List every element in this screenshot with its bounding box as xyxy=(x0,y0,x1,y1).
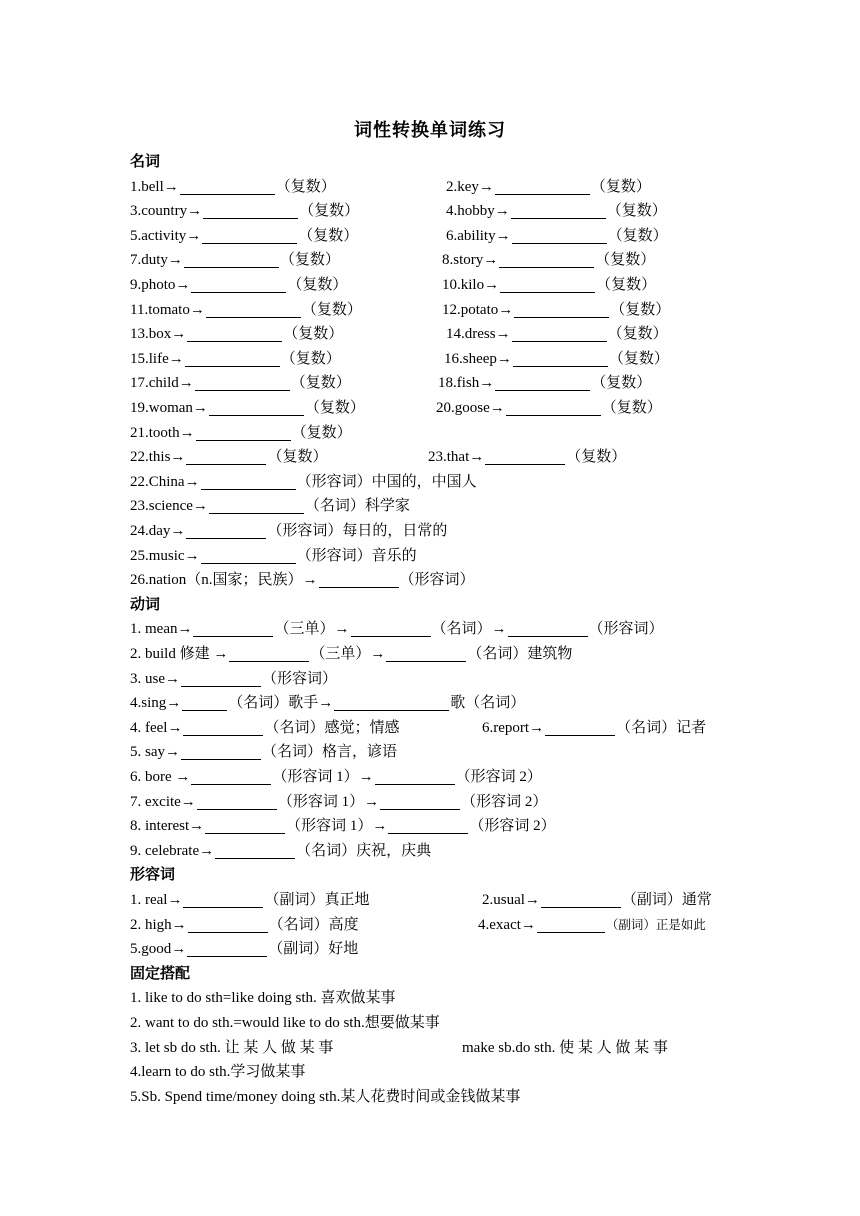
answer-blank xyxy=(537,917,605,933)
answer-blank xyxy=(181,671,261,687)
line-text: 21.tooth→ xyxy=(130,424,195,441)
answer-blank xyxy=(508,621,588,637)
line-text: 3. let sb do sth. 让 某 人 做 某 事 xyxy=(130,1039,334,1056)
answer-blank xyxy=(511,203,606,219)
answer-blank xyxy=(319,572,399,588)
answer-blank xyxy=(495,375,590,391)
line-text: （副词）真正地 xyxy=(264,892,370,908)
answer-blank xyxy=(181,744,261,760)
line-text: 5.Sb. Spend time/money doing sth.某人花费时间或金钱做某事 xyxy=(130,1088,521,1105)
line-text: 5.activity→ xyxy=(130,227,202,244)
answer-blank xyxy=(541,892,621,908)
line-text: 1.bell→ xyxy=(130,178,179,195)
line-text: （复数） xyxy=(275,178,336,195)
line-text: 1. real→ xyxy=(130,892,183,908)
answer-blank xyxy=(506,400,601,416)
answer-blank xyxy=(514,302,609,318)
line-text: 18.fish→ xyxy=(438,375,495,392)
line-text: 4.sing→ xyxy=(130,695,182,712)
line-text: （复数） xyxy=(608,350,669,367)
line-text: 6.ability→ xyxy=(446,227,511,244)
line-text: 2. build 修建 → xyxy=(130,646,229,662)
answer-blank xyxy=(193,621,273,637)
line-text: （形容词 1）→ xyxy=(272,769,374,785)
answer-blank xyxy=(334,695,449,711)
nouns-heading: 名词 xyxy=(130,154,161,170)
line-text: （名词）格言，谚语 xyxy=(262,744,398,761)
line-text: 1. like to do sth=like doing sth. 喜欢做某事 xyxy=(130,990,396,1007)
line-text: 2. want to do sth.=would like to do sth.想要做某事 xyxy=(130,1015,440,1031)
answer-blank xyxy=(197,794,277,810)
line-text: 24.day→ xyxy=(130,523,186,539)
answer-blank xyxy=(545,720,615,736)
line-text: 9.photo→ xyxy=(130,277,191,293)
line-text: 1. mean→ xyxy=(130,621,193,638)
line-text: 16.sheep→ xyxy=(444,350,512,367)
line-text: （形容词） xyxy=(588,621,664,638)
line-text: 7. excite→ xyxy=(130,793,196,810)
line-text: 25.music→ xyxy=(130,547,200,564)
answer-blank xyxy=(187,941,267,957)
line-text: 歌（名词） xyxy=(450,695,526,712)
line-text: （复数） xyxy=(291,424,352,441)
line-text: 22.this→ xyxy=(130,449,186,466)
line-text: 3.country→ xyxy=(130,203,203,220)
line-text: 20.goose→ xyxy=(436,400,505,416)
answer-blank xyxy=(206,302,301,318)
line-text: （名词）→ xyxy=(431,621,507,638)
line-text: （副词）通常 xyxy=(621,892,712,908)
answer-blank xyxy=(201,474,296,490)
answer-blank xyxy=(188,917,268,933)
line-text: （形容词 1）→ xyxy=(286,818,388,835)
page-title: 词性转换单词练习 xyxy=(354,120,506,140)
line-text: （名词）建筑物 xyxy=(467,646,573,662)
answer-blank xyxy=(215,843,295,859)
line-text: 10.kilo→ xyxy=(442,277,500,293)
line-text: （名词）高度 xyxy=(268,916,359,933)
line-text: 8.story→ xyxy=(442,252,499,269)
line-text: （复数） xyxy=(299,203,360,220)
answer-blank xyxy=(202,228,297,244)
answer-blank xyxy=(229,646,309,662)
line-text: 6. bore → xyxy=(130,769,191,785)
line-text: 22.China→ xyxy=(130,473,200,490)
line-text: 3. use→ xyxy=(130,670,180,687)
line-text: （名词）记者 xyxy=(616,719,707,736)
line-text: （复数） xyxy=(280,350,341,367)
line-text: 26.nation（n.国家；民族）→ xyxy=(130,572,318,589)
answer-blank xyxy=(495,179,590,195)
answer-blank xyxy=(195,375,290,391)
line-text: 14.dress→ xyxy=(446,326,511,343)
line-text: 4. feel→ xyxy=(130,719,183,736)
line-text: （名词）庆祝，庆典 xyxy=(296,842,432,859)
line-text: 23.that→ xyxy=(428,449,485,466)
answer-blank xyxy=(186,449,266,465)
line-text: （复数） xyxy=(601,400,662,416)
line-text: （复数） xyxy=(283,326,344,343)
line-text: （三单）→ xyxy=(274,621,350,638)
answer-blank xyxy=(512,326,607,342)
answer-blank xyxy=(512,228,607,244)
answer-blank xyxy=(182,695,227,711)
line-text: （复数） xyxy=(298,227,359,244)
line-text: 4.exact→ xyxy=(478,916,536,933)
answer-blank xyxy=(388,818,468,834)
line-text: 7.duty→ xyxy=(130,252,183,269)
line-text: 4.learn to do sth.学习做某事 xyxy=(130,1064,306,1081)
line-text: 5.good→ xyxy=(130,941,187,958)
line-text: 2. high→ xyxy=(130,916,187,933)
line-text: 9. celebrate→ xyxy=(130,842,215,859)
line-text: （名词）感觉；情感 xyxy=(264,719,400,736)
answer-blank xyxy=(185,351,280,367)
answer-blank xyxy=(186,523,266,539)
line-text: （形容词 2） xyxy=(461,793,548,810)
line-text: （复数） xyxy=(596,277,657,293)
line-text: （复数） xyxy=(279,252,340,269)
answer-blank xyxy=(180,179,275,195)
answer-blank xyxy=(205,818,285,834)
answer-blank xyxy=(380,794,460,810)
answer-blank xyxy=(183,720,263,736)
line-text: （形容词 2） xyxy=(469,818,556,835)
line-text: 4.hobby→ xyxy=(446,203,510,220)
answer-blank xyxy=(500,277,595,293)
line-text: （复数） xyxy=(287,277,348,293)
line-text: 2.usual→ xyxy=(482,892,540,908)
answer-blank xyxy=(183,892,263,908)
phrases-heading: 固定搭配 xyxy=(130,965,191,982)
answer-blank xyxy=(184,252,279,268)
line-text: 23.science→ xyxy=(130,498,208,515)
line-text: 12.potato→ xyxy=(442,301,514,318)
line-text: （复数） xyxy=(301,301,362,318)
line-text: 2.key→ xyxy=(446,178,494,195)
line-text: （形容词） xyxy=(262,670,338,687)
line-text: （形容词 1）→ xyxy=(277,793,380,810)
line-text: 8. interest→ xyxy=(130,818,205,835)
line-text: （形容词 2） xyxy=(455,769,542,785)
answer-blank xyxy=(203,203,298,219)
line-text: （复数） xyxy=(591,375,652,392)
line-text: （复数） xyxy=(290,375,351,392)
answer-blank xyxy=(191,769,271,785)
answer-blank xyxy=(209,400,304,416)
answer-blank xyxy=(351,621,431,637)
line-text: （副词）正是如此 xyxy=(605,917,706,932)
line-text: make sb.do sth. 使 某 人 做 某 事 xyxy=(462,1039,668,1056)
verbs-heading: 动词 xyxy=(130,596,161,613)
answer-blank xyxy=(386,646,466,662)
answer-blank xyxy=(191,277,286,293)
line-text: （副词）好地 xyxy=(268,941,359,958)
answer-blank xyxy=(485,449,565,465)
line-text: （三单）→ xyxy=(310,646,386,662)
line-text: （形容词） xyxy=(399,572,475,589)
line-text: （复数） xyxy=(304,400,365,416)
line-text: （名词）歌手→ xyxy=(228,695,334,712)
line-text: （形容词）中国的，中国人 xyxy=(296,473,477,490)
line-text: （复数） xyxy=(566,449,627,466)
answer-blank xyxy=(209,498,304,514)
adjectives-heading: 形容词 xyxy=(130,867,176,884)
answer-blank xyxy=(499,252,594,268)
line-text: （名词）科学家 xyxy=(304,498,410,515)
line-text: （形容词）音乐的 xyxy=(296,547,417,564)
answer-blank xyxy=(513,351,608,367)
line-text: 15.life→ xyxy=(130,350,184,367)
line-text: （形容词）每日的，日常的 xyxy=(267,523,448,539)
line-text: 13.box→ xyxy=(130,326,187,343)
line-text: （复数） xyxy=(267,449,328,466)
line-text: 11.tomato→ xyxy=(130,301,205,318)
line-text: 19.woman→ xyxy=(130,400,208,416)
line-text: 17.child→ xyxy=(130,375,194,392)
answer-blank xyxy=(375,769,455,785)
answer-blank xyxy=(187,326,282,342)
answer-blank xyxy=(201,548,296,564)
line-text: （复数） xyxy=(610,301,671,318)
line-text: （复数） xyxy=(607,326,668,343)
line-text: （复数） xyxy=(607,227,668,244)
line-text: 5. say→ xyxy=(130,744,180,761)
line-text: 6.report→ xyxy=(482,719,545,736)
line-text: （复数） xyxy=(590,178,651,195)
line-text: （复数） xyxy=(606,203,667,220)
answer-blank xyxy=(196,425,291,441)
line-text: （复数） xyxy=(595,252,656,269)
